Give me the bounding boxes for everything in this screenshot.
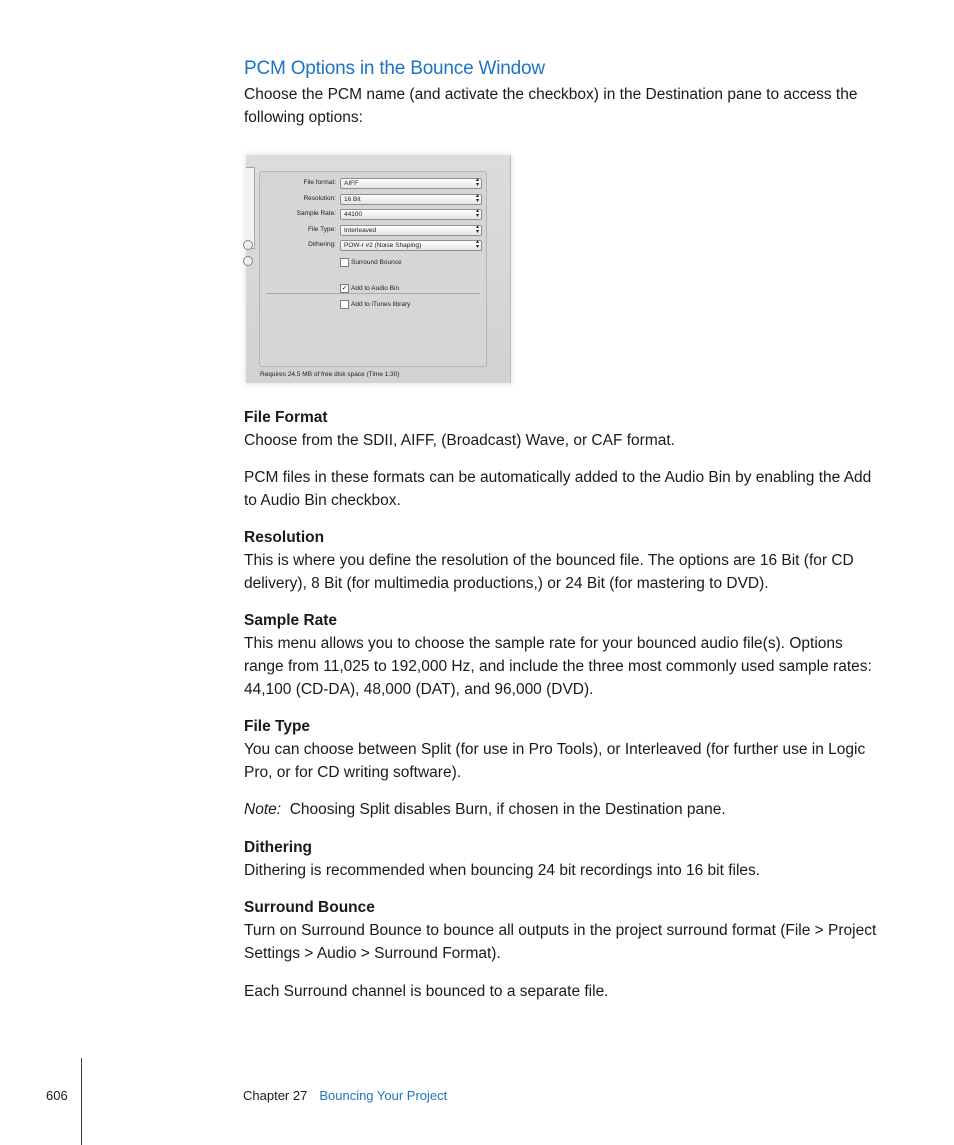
page-number: 606	[46, 1088, 68, 1103]
resolution-select[interactable]	[340, 194, 482, 205]
updown-arrows-icon: ▴ ▾	[475, 193, 479, 204]
note-label: Note:	[244, 801, 282, 818]
surround-bounce-checkbox[interactable]	[340, 258, 349, 267]
surround-bounce-heading: Surround Bounce	[244, 899, 375, 916]
add-to-itunes-checkbox[interactable]	[340, 300, 349, 309]
file-type-heading: File Type	[244, 718, 311, 735]
file-type-value: Interleaved	[344, 227, 377, 234]
file-format-text-2: PCM files in these formats can be automatically added to the Audio Bin by enabling the Add to Audio Bin checkbox.	[244, 469, 872, 509]
bounce-window-figure	[246, 155, 511, 383]
radio-icon	[243, 240, 253, 250]
file-type-select[interactable]	[340, 225, 482, 236]
radio-icon	[243, 256, 253, 266]
divider	[266, 293, 480, 294]
sample-rate-row	[260, 209, 486, 220]
section-intro: Choose the PCM name (and activate the checkbox) in the Destination pane to access the following options:	[244, 86, 858, 126]
file-format-heading: File Format	[244, 409, 328, 426]
note-text: Choosing Split disables Burn, if chosen in the Destination pane.	[289, 801, 726, 818]
file-type-label: File Type:	[307, 226, 336, 233]
add-to-audio-bin-checkbox[interactable]	[340, 284, 349, 293]
dithering-select[interactable]	[340, 240, 482, 251]
file-format-value: AIFF	[344, 180, 359, 187]
file-format-section	[244, 406, 884, 452]
destination-pane-edge	[246, 167, 255, 249]
surround-bounce-label: Surround Bounce	[351, 259, 402, 266]
surround-bounce-text-2: Each Surround channel is bounced to a separate file.	[244, 983, 609, 1000]
sample-rate-value: 44100	[344, 211, 363, 218]
disk-space-note: Requires 24,5 MB of free disk space (Time 1:30)	[260, 371, 400, 378]
section-title: PCM Options in the Bounce Window	[244, 58, 545, 79]
resolution-text: This is where you define the resolution of the bounced file. The options are 16 Bit (for CD delivery), 8 Bit (for multimedia productions,) or 24 Bit (for mastering to DVD).	[244, 552, 854, 592]
resolution-section	[244, 526, 884, 595]
updown-arrows-icon: ▴ ▾	[475, 208, 479, 219]
updown-arrows-icon: ▴ ▾	[475, 239, 479, 250]
resolution-value: 16 Bit	[344, 196, 361, 203]
file-format-text: Choose from the SDII, AIFF, (Broadcast) Wave, or CAF format.	[244, 432, 675, 449]
sample-rate-heading: Sample Rate	[244, 612, 338, 629]
dithering-section	[244, 836, 884, 882]
surround-bounce-section	[244, 896, 884, 965]
checkmark-icon: ✓	[341, 285, 348, 292]
sample-rate-text: This menu allows you to choose the sample rate for your bounced audio file(s). Options range from 11,025 to 192,000 Hz, and include the three most commonly used sample rates: 44,100 (CD-DA), 48,000 (DAT), and 96,000 (DVD).	[244, 635, 872, 698]
resolution-label: Resolution:	[303, 195, 336, 202]
sample-rate-label: Sample Rate:	[296, 210, 336, 217]
footer-rule	[81, 1058, 82, 1145]
add-to-itunes-label: Add to iTunes library	[351, 301, 411, 308]
dithering-heading: Dithering	[244, 839, 313, 856]
sample-rate-select[interactable]	[340, 209, 482, 220]
surround-bounce-text: Turn on Surround Bounce to bounce all outputs in the project surround format (File > Project Settings > Audio > Surround Format).	[244, 922, 877, 962]
updown-arrows-icon: ▴ ▾	[475, 177, 479, 188]
chapter-title-link[interactable]: Bouncing Your Project	[319, 1088, 448, 1103]
note	[244, 798, 884, 821]
chapter-label: Chapter 27	[243, 1088, 308, 1103]
resolution-row	[260, 194, 486, 205]
dithering-value: POW-r #2 (Noise Shaping)	[344, 242, 422, 249]
file-type-row	[260, 225, 486, 236]
chapter-footer	[243, 1088, 447, 1103]
dithering-text: Dithering is recommended when bouncing 24 bit recordings into 16 bit files.	[244, 862, 761, 879]
dithering-label: Dithering:	[308, 241, 336, 248]
updown-arrows-icon: ▴ ▾	[475, 224, 479, 235]
file-format-label: File format:	[303, 179, 336, 186]
dithering-row	[260, 240, 486, 251]
file-format-row	[260, 178, 486, 189]
add-to-audio-bin-label: Add to Audio Bin	[351, 285, 400, 292]
file-format-select[interactable]	[340, 178, 482, 189]
file-type-text: You can choose between Split (for use in Pro Tools), or Interleaved (for further use in Logic Pro, or for CD writing software).	[244, 741, 866, 781]
pcm-options-panel	[259, 171, 487, 367]
sample-rate-section	[244, 609, 884, 701]
file-type-section	[244, 715, 884, 784]
resolution-heading: Resolution	[244, 529, 325, 546]
